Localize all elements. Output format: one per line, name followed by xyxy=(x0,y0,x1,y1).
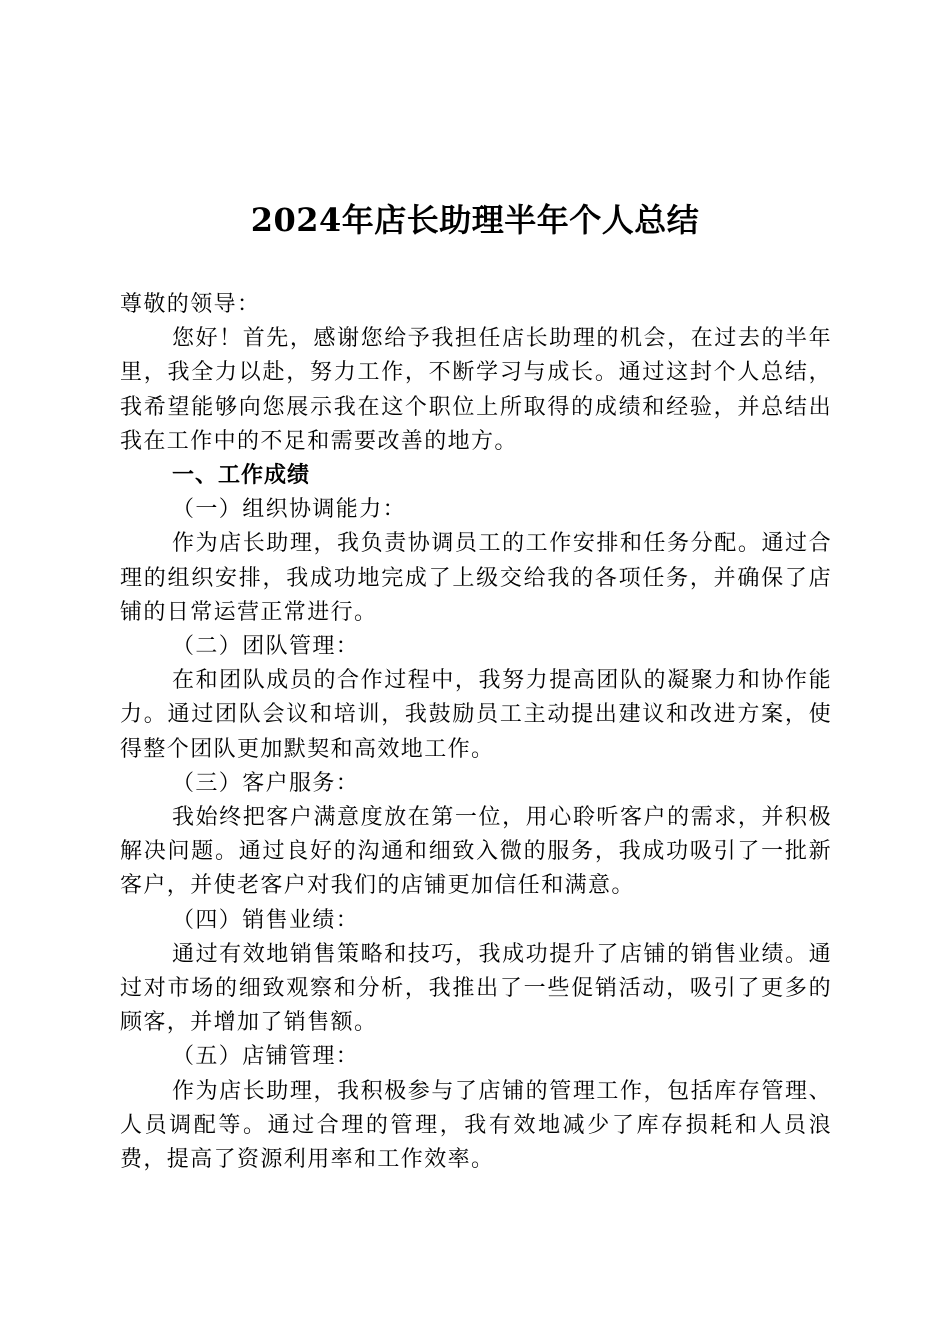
intro-paragraph: 您好！首先，感谢您给予我担任店长助理的机会，在过去的半年里，我全力以赴，努力工作，不断学习与成长。通过这封个人总结，我希望能够向您展示我在这个职位上所取得的成绩和经验，并总结出我在工作中的不足和需要改善的地方。 xyxy=(120,326,832,454)
salutation: 尊敬的领导： xyxy=(120,292,261,317)
subsection-paragraph: 我始终把客户满意度放在第一位，用心聆听客户的需求，并积极解决问题。通过良好的沟通和细致入微的服务，我成功吸引了一批新客户，并使老客户对我们的店铺更加信任和满意。 xyxy=(120,805,832,899)
subsection-label: （五）店铺管理： xyxy=(172,1044,360,1070)
document-body xyxy=(120,288,832,1177)
document-title: 2024年店长助理半年个人总结 xyxy=(250,201,700,239)
subsection-label: （二）团队管理： xyxy=(172,634,360,660)
section-heading: 一、工作成绩 xyxy=(172,463,311,489)
subsection-paragraph: 通过有效地销售策略和技巧，我成功提升了店铺的销售业绩。通过对市场的细致观察和分析，我推出了一些促销活动，吸引了更多的顾客，并增加了销售额。 xyxy=(120,941,832,1036)
subsection-paragraph: 作为店长助理，我积极参与了店铺的管理工作，包括库存管理、人员调配等。通过合理的管理，我有效地减少了库存损耗和人员浪费，提高了资源利用率和工作效率。 xyxy=(120,1078,832,1173)
subsection-paragraph: 作为店长助理，我负责协调员工的工作安排和任务分配。通过合理的组织安排，我成功地完成了上级交给我的各项任务，并确保了店铺的日常运营正常进行。 xyxy=(120,531,832,625)
subsection-paragraph: 在和团队成员的合作过程中，我努力提高团队的凝聚力和协作能力。通过团队会议和培训，我鼓励员工主动提出建议和改进方案，使得整个团队更加默契和高效地工作。 xyxy=(120,668,832,762)
subsection-label: （三）客户服务： xyxy=(172,770,360,796)
subsection-label: （一）组织协调能力： xyxy=(172,497,407,523)
subsection-label: （四）销售业绩： xyxy=(172,907,360,933)
